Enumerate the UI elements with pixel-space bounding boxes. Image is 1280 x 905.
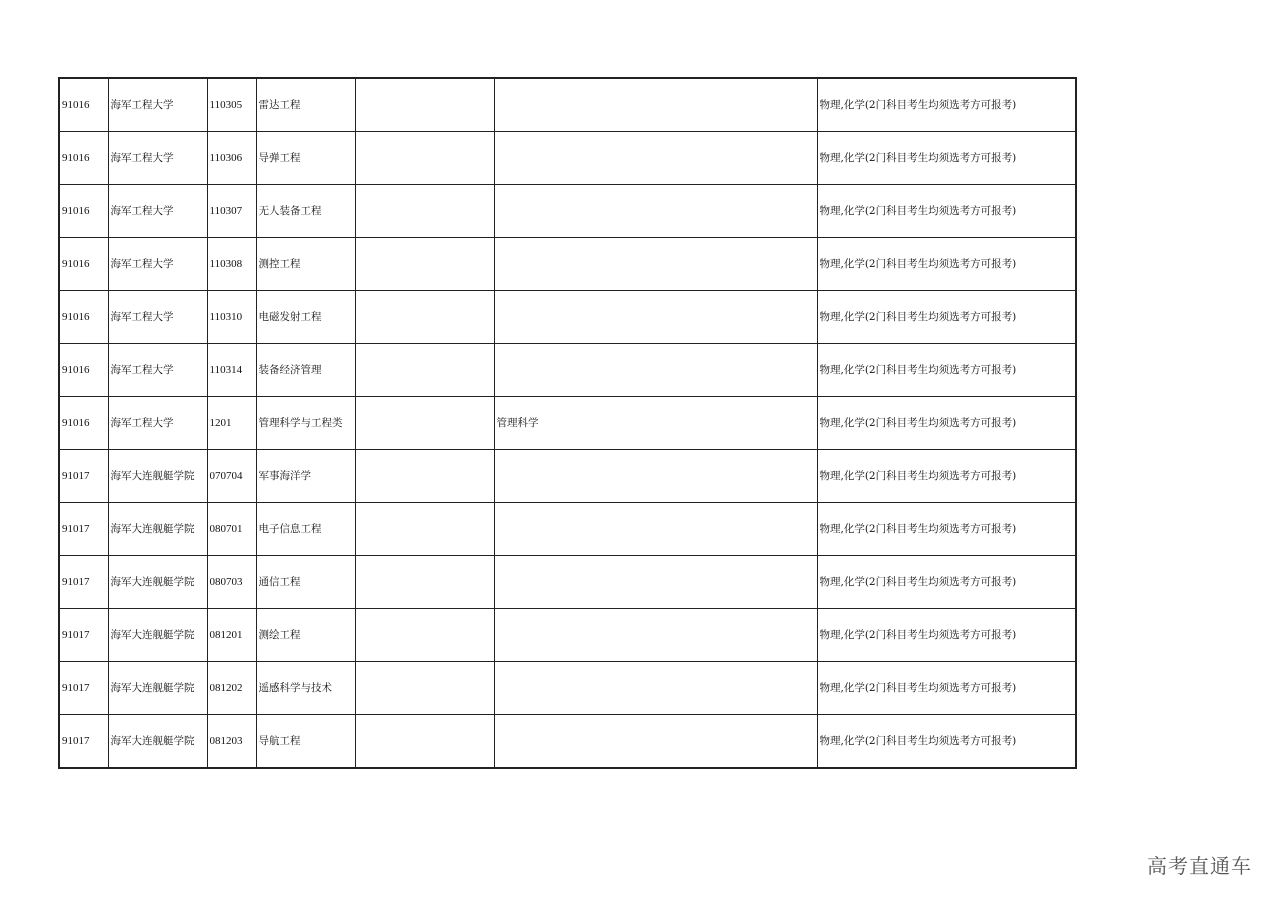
major-detail-cell xyxy=(494,291,817,344)
school-name-cell: 海军大连舰艇学院 xyxy=(108,715,207,769)
major-name-cell: 雷达工程 xyxy=(256,78,355,132)
school-name-cell: 海军大连舰艇学院 xyxy=(108,609,207,662)
major-detail-cell xyxy=(494,662,817,715)
school-name-cell: 海军工程大学 xyxy=(108,185,207,238)
major-code-cell: 081201 xyxy=(207,609,256,662)
subject-requirement-cell: 物理,化学(2门科目考生均须选考方可报考) xyxy=(817,132,1076,185)
school-code-cell: 91016 xyxy=(59,291,108,344)
subject-requirement-cell: 物理,化学(2门科目考生均须选考方可报考) xyxy=(817,503,1076,556)
school-name-cell: 海军工程大学 xyxy=(108,132,207,185)
school-name-cell: 海军工程大学 xyxy=(108,78,207,132)
subject-requirement-cell: 物理,化学(2门科目考生均须选考方可报考) xyxy=(817,344,1076,397)
major-code-cell: 110314 xyxy=(207,344,256,397)
school-name-cell: 海军工程大学 xyxy=(108,291,207,344)
school-name-cell: 海军大连舰艇学院 xyxy=(108,662,207,715)
blank-cell xyxy=(355,397,494,450)
table-row xyxy=(59,397,1076,450)
table-row xyxy=(59,503,1076,556)
school-name-cell: 海军工程大学 xyxy=(108,344,207,397)
major-detail-cell: 管理科学 xyxy=(494,397,817,450)
major-name-cell: 导弹工程 xyxy=(256,132,355,185)
major-code-cell: 110310 xyxy=(207,291,256,344)
table-row xyxy=(59,185,1076,238)
table-row xyxy=(59,715,1076,769)
school-code-cell: 91016 xyxy=(59,185,108,238)
major-code-cell: 110305 xyxy=(207,78,256,132)
major-detail-cell xyxy=(494,715,817,769)
major-detail-cell xyxy=(494,450,817,503)
school-code-cell: 91017 xyxy=(59,503,108,556)
major-code-cell: 110306 xyxy=(207,132,256,185)
school-name-cell: 海军工程大学 xyxy=(108,238,207,291)
school-code-cell: 91017 xyxy=(59,662,108,715)
major-code-cell: 080701 xyxy=(207,503,256,556)
subject-requirement-cell: 物理,化学(2门科目考生均须选考方可报考) xyxy=(817,238,1076,291)
major-name-cell: 无人装备工程 xyxy=(256,185,355,238)
subject-requirement-cell: 物理,化学(2门科目考生均须选考方可报考) xyxy=(817,185,1076,238)
blank-cell xyxy=(355,609,494,662)
major-name-cell: 遥感科学与技术 xyxy=(256,662,355,715)
major-name-cell: 军事海洋学 xyxy=(256,450,355,503)
table-row xyxy=(59,238,1076,291)
major-detail-cell xyxy=(494,238,817,291)
school-name-cell: 海军工程大学 xyxy=(108,397,207,450)
blank-cell xyxy=(355,715,494,769)
school-name-cell: 海军大连舰艇学院 xyxy=(108,503,207,556)
school-code-cell: 91017 xyxy=(59,556,108,609)
blank-cell xyxy=(355,185,494,238)
major-name-cell: 管理科学与工程类 xyxy=(256,397,355,450)
table-row xyxy=(59,450,1076,503)
major-name-cell: 电子信息工程 xyxy=(256,503,355,556)
subject-requirements-table xyxy=(58,77,1077,769)
subject-requirement-cell: 物理,化学(2门科目考生均须选考方可报考) xyxy=(817,556,1076,609)
school-code-cell: 91017 xyxy=(59,609,108,662)
school-code-cell: 91016 xyxy=(59,238,108,291)
blank-cell xyxy=(355,238,494,291)
table-row xyxy=(59,78,1076,132)
subject-requirement-cell: 物理,化学(2门科目考生均须选考方可报考) xyxy=(817,609,1076,662)
table-row xyxy=(59,662,1076,715)
school-code-cell: 91017 xyxy=(59,450,108,503)
major-detail-cell xyxy=(494,78,817,132)
subject-requirement-cell: 物理,化学(2门科目考生均须选考方可报考) xyxy=(817,397,1076,450)
blank-cell xyxy=(355,662,494,715)
school-code-cell: 91016 xyxy=(59,344,108,397)
subject-requirement-cell: 物理,化学(2门科目考生均须选考方可报考) xyxy=(817,662,1076,715)
major-name-cell: 测控工程 xyxy=(256,238,355,291)
major-detail-cell xyxy=(494,185,817,238)
major-name-cell: 装备经济管理 xyxy=(256,344,355,397)
blank-cell xyxy=(355,450,494,503)
major-detail-cell xyxy=(494,132,817,185)
watermark-logo: 高考直通车 xyxy=(1147,854,1252,878)
blank-cell xyxy=(355,291,494,344)
subject-requirement-cell: 物理,化学(2门科目考生均须选考方可报考) xyxy=(817,78,1076,132)
major-detail-cell xyxy=(494,503,817,556)
school-name-cell: 海军大连舰艇学院 xyxy=(108,556,207,609)
school-name-cell: 海军大连舰艇学院 xyxy=(108,450,207,503)
table-row xyxy=(59,344,1076,397)
major-detail-cell xyxy=(494,556,817,609)
school-code-cell: 91017 xyxy=(59,715,108,769)
blank-cell xyxy=(355,556,494,609)
major-code-cell: 110308 xyxy=(207,238,256,291)
major-detail-cell xyxy=(494,609,817,662)
major-code-cell: 070704 xyxy=(207,450,256,503)
major-code-cell: 110307 xyxy=(207,185,256,238)
major-name-cell: 通信工程 xyxy=(256,556,355,609)
subject-requirement-cell: 物理,化学(2门科目考生均须选考方可报考) xyxy=(817,715,1076,769)
subject-requirement-cell: 物理,化学(2门科目考生均须选考方可报考) xyxy=(817,291,1076,344)
major-name-cell: 测绘工程 xyxy=(256,609,355,662)
table-row xyxy=(59,132,1076,185)
blank-cell xyxy=(355,78,494,132)
blank-cell xyxy=(355,132,494,185)
major-code-cell: 081203 xyxy=(207,715,256,769)
school-code-cell: 91016 xyxy=(59,132,108,185)
blank-cell xyxy=(355,503,494,556)
major-detail-cell xyxy=(494,344,817,397)
table-row xyxy=(59,556,1076,609)
major-code-cell: 080703 xyxy=(207,556,256,609)
major-code-cell: 081202 xyxy=(207,662,256,715)
blank-cell xyxy=(355,344,494,397)
table-body xyxy=(59,78,1076,768)
table-row xyxy=(59,291,1076,344)
table-row xyxy=(59,609,1076,662)
school-code-cell: 91016 xyxy=(59,78,108,132)
major-name-cell: 电磁发射工程 xyxy=(256,291,355,344)
school-code-cell: 91016 xyxy=(59,397,108,450)
subject-requirement-cell: 物理,化学(2门科目考生均须选考方可报考) xyxy=(817,450,1076,503)
major-name-cell: 导航工程 xyxy=(256,715,355,769)
major-code-cell: 1201 xyxy=(207,397,256,450)
